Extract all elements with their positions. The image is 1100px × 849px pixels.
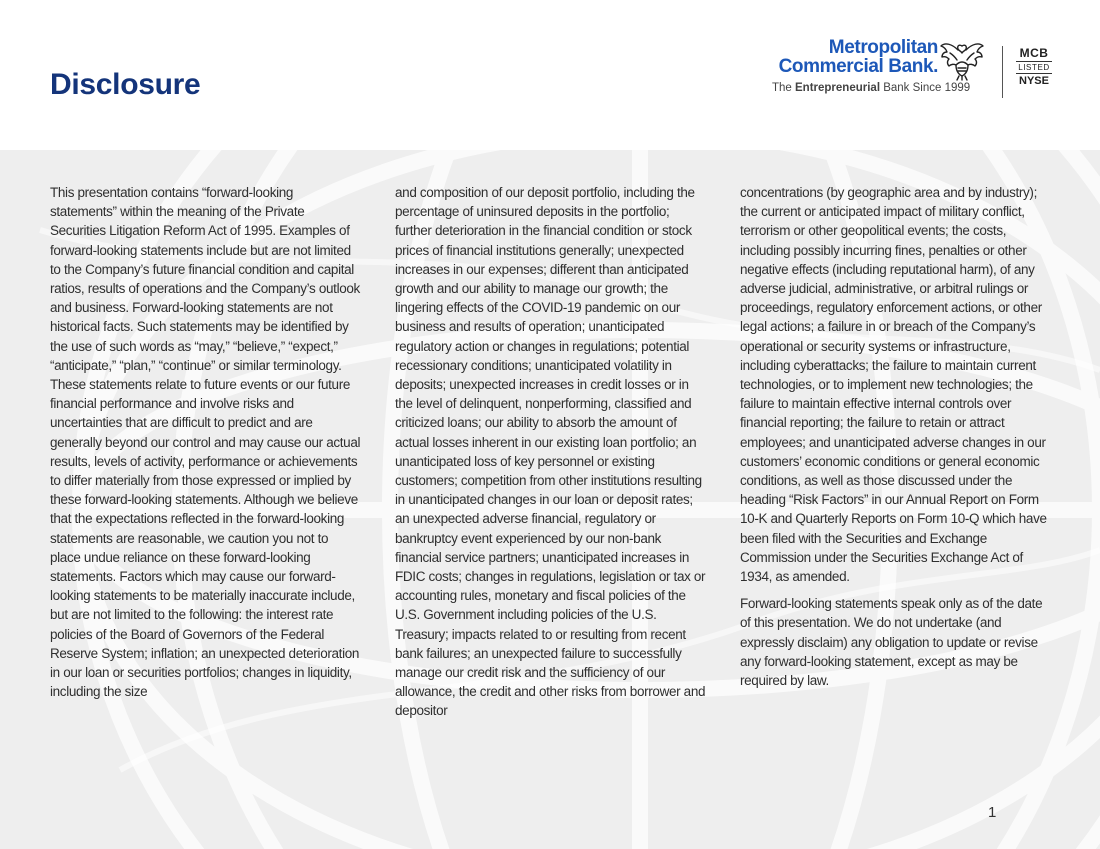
page-header [0,0,1100,150]
tagline-bold: Entrepreneurial [795,82,881,94]
column3-paragraph-1: concentrations (by geographic area and by industry); the current or anticipated impact of military conflict, terrorism or other geopolitical events; the costs, including possibly incurring fines, penalties or other negative effects (including reputational harm), of any adverse judicial, administrative, or arbitral rulings or proceedings, regulatory enforcement actions, or other legal actions; a failure in or breach of the Company’s operational or security systems or infrastructure, including cyberattacks; the failure to maintain current technologies, or to implement new technologies; the failure to maintain effective internal controls over financial reporting; the failure to retain or attract employees; and unanticipated adverse changes in our customers’ economic conditions or general economic conditions, as well as those discussed under the heading “Risk Factors” in our Annual Report on Form 10-K and Quarterly Reports on Form 10-Q which have been filed with the Securities and Exchange Commission under the Securities Exchange Act of 1934, as amended. [740,185,1047,585]
column3-paragraph-2: Forward-looking statements speak only as of the date of this presentation. We do not undertake (and expressly disclaim) any obligation to update or revise any forward-looking statement, except as may be required by law. [740,596,1043,689]
page-number: 1 [988,804,997,821]
bank-name [768,38,938,76]
bank-tagline [772,82,970,94]
disclosure-column-2 [395,183,707,721]
column1-text: This presentation contains “forward-looking statements” within the meaning of the Private Securities Litigation Reform Act of 1995. Examples of forward-looking statements include but are not limited to the Company’s future financial condition and capital ratios, results of operations and the Company’s outlook and business. Forward-looking statements are not historical facts. Such statements may be identified by the use of such words as “may,” “believe,” “expect,” “anticipate,” “plan,” “continue” or similar terminology. These statements relate to future events or our future financial performance and involve risks and uncertainties that are difficult to predict and are generally beyond our control and may cause our actual results, levels of activity, performance or achievements to differ materially from those expressed or implied by these forward-looking statements. Although we believe that the expectations reflected in the forward-looking statements are reasonable, we caution you not to place undue reliance on these forward-looking statements. Factors which may cause our forward-looking statements to be materially inaccurate include, but are not limited to the following: the interest rate policies of the Board of Governors of the Federal Reserve System; inflation; an unexpected deterioration in our loan or securities portfolios; changes in liquidity, including the size [50,185,361,700]
disclosure-column-3 [740,183,1052,690]
tagline-pre: The [772,82,796,94]
eagle-icon [938,36,986,82]
bank-name-line1: Metropolitan [828,37,938,58]
column2-text: and composition of our deposit portfolio, including the percentage of uninsured deposits in the portfolio; further deterioration in the financial condition or stock prices of financial institutions generally; unexpected increases in our expenses; different than anticipated growth and our ability to manage our growth; the lingering effects of the COVID-19 pandemic on our business and results of operation; unanticipated regulatory action or changes in regulations; potential recessionary conditions; unanticipated volatility in deposits; unexpected increases in credit losses or in the level of delinquent, nonperforming, classified and criticized loans; our ability to absorb the amount of actual losses inherent in our existing loan portfolio; an unanticipated loss of key personnel or existing customers; competition from other institutions resulting in unanticipated changes in our loan or deposit rates; an unexpected adverse financial, regulatory or bankruptcy event experienced by our non-bank financial service partners; unanticipated increases in FDIC costs; changes in regulations, legislation or tax or accounting rules, monetary and fiscal policies of the U.S. Government including policies of the U.S. Treasury; impacts related to or resulting from recent bank failures; an unexpected failure to successfully manage our credit risk and the sufficiency of our allowance, the credit and other risks from borrower and depositor [395,185,706,719]
company-logo [768,38,1068,104]
page-title: Disclosure [50,68,201,101]
bank-name-line2: Commercial Bank. [778,56,938,77]
ticker-symbol: MCB [1019,46,1049,60]
logo-divider [1002,46,1003,98]
tagline-post: Bank Since 1999 [880,82,971,94]
ticker-badge [1014,46,1054,88]
ticker-exchange: NYSE [1019,75,1049,87]
ticker-listed: LISTED [1016,61,1052,74]
disclosure-column-1 [50,183,362,701]
